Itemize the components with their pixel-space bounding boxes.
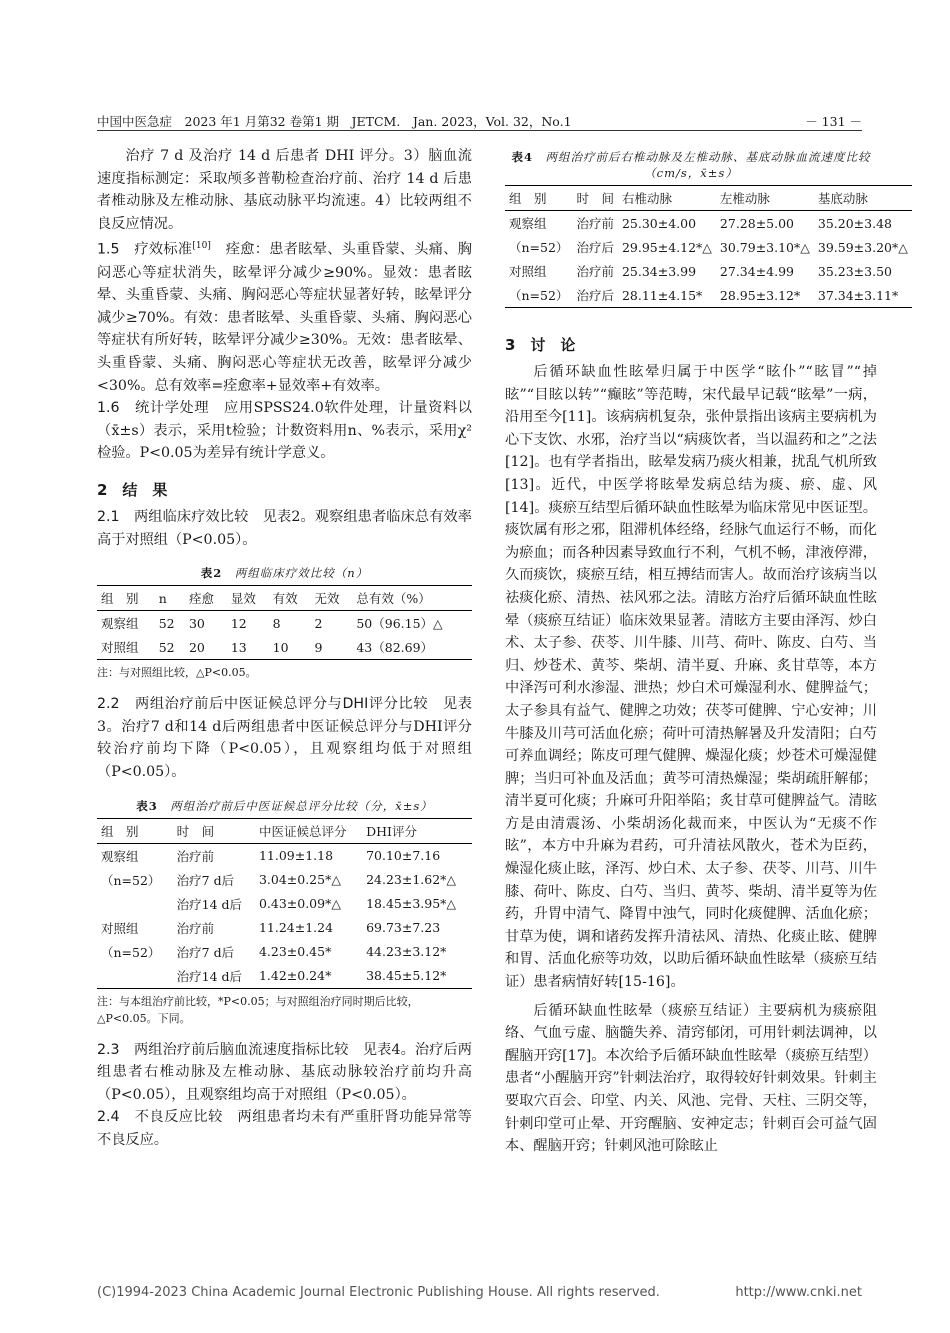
table-cell: 治疗14 d后	[173, 964, 255, 989]
table-cell: 38.45±5.12*	[362, 964, 472, 989]
table-cell: 39.59±3.20*△	[817, 239, 908, 255]
table-cell: 11.24±1.24	[258, 920, 334, 936]
table-4-caption	[505, 149, 877, 181]
table-header-cell: 组 别	[97, 818, 173, 843]
table-cell: 治疗前	[576, 216, 614, 231]
table-cell: 12	[230, 615, 247, 631]
table-cell: 11.09±1.18	[258, 848, 334, 864]
section-3-heading: 3 讨 论	[505, 336, 576, 354]
table-cell: 37.34±3.11*	[814, 283, 912, 308]
table-row	[505, 211, 912, 236]
table-cell: 0.43±0.09*△	[258, 896, 341, 912]
table-cell: 对照组	[509, 264, 547, 279]
table-cell: 50（96.15）△	[356, 616, 443, 632]
table-header-cell: 时 间	[173, 818, 255, 843]
table-4-title: 两组治疗前后右椎动脉及左椎动脉、基底动脉血流速度比较（cm/s，x̄±s）	[533, 150, 871, 180]
table-cell: 观察组	[509, 216, 547, 231]
table-header-cell: 组 别	[97, 586, 155, 611]
table-cell: 治疗后	[576, 240, 614, 255]
table-cell: 观察组	[101, 616, 139, 632]
section-1-5-body: 痊愈：患者眩晕、头重昏蒙、头痛、胸闷恶心等症状消失，眩晕评分减少≥90%。显效：患者眩晕、头重昏蒙、头痛、胸闷恶心等症状显著好转，眩晕评分减少≥70%。有效：患者眩晕、头重昏蒙、头痛、胸闷恶心等症状有所好转，眩晕评分减少≥30%。无效：患者眩晕、头重昏蒙、头痛、胸闷恶心等症状无改善，眩晕评分减少<30%。总有效率=痊愈率+显效率+有效率。	[97, 242, 472, 394]
table-cell: 3.04±0.25*△	[258, 872, 341, 888]
table-2-note: 注：与对照组比较，△P<0.05。	[97, 666, 257, 680]
table-header-cell: 中医证候总评分	[255, 818, 362, 843]
table-cell: 治疗前	[176, 848, 215, 864]
section-2-4-title: 2.4 不良反应比较	[97, 1109, 223, 1126]
table-row	[97, 940, 472, 964]
table-cell: 27.34±4.99	[719, 263, 795, 279]
table-cell: 9	[311, 635, 353, 660]
table-cell: （n=52）	[505, 283, 572, 308]
table-cell: 30.79±3.10*△	[719, 239, 810, 255]
table-cell: （n=52）	[101, 944, 161, 960]
citation-ref: [10]	[192, 241, 211, 252]
section-1-6	[97, 397, 472, 465]
table-cell: （n=52）	[101, 872, 161, 888]
table-3-title: 两组治疗前后中医证候总评分比较（分，x̄±s）	[157, 798, 433, 813]
table-row	[97, 892, 472, 916]
table-row	[505, 259, 912, 283]
table-cell	[97, 964, 173, 989]
table-cell: 25.34±3.99	[621, 263, 697, 279]
table-header-row	[505, 186, 912, 211]
table-cell: 24.23±1.62*△	[366, 872, 457, 888]
section-2-4-body: 两组患者均未有严重肝肾功能异常等不良反应。	[97, 1109, 472, 1148]
table-header-cell: 无效	[311, 586, 353, 611]
table-row	[505, 235, 912, 259]
table-row	[97, 964, 472, 989]
discussion-paragraph-1: 后循环缺血性眩晕归属于中医学“眩仆”“眩冒”“掉眩”“目眩以转”“癫眩”等范畴，宋代最早记载“眩晕”一病，沿用至今[11]。该病病机复杂，张仲景指出该病主要病机为心下支饮、水邪，治疗当以“病痰饮者，当以温药和之”之法[12]。也有学者指出，眩晕发病乃痰火相兼，扰乱气机所致[13]。近代，中医学将眩晕发病总结为痰、瘀、虚、风[14]。痰瘀互结型后循环缺血性眩晕为临床常见中医证型。痰饮属有形之邪，阻滞机体经络，经脉气血运行不畅，而化为瘀血；而各种因素导致血行不利，气机不畅，津液停滞，久而痰饮，痰瘀互结，相互搏结而害人。故而治疗该病当以祛痰化瘀、清热、祛风邪之法。清眩方治疗后循环缺血性眩晕（痰瘀互结证）临床效果显著。清眩方主要由泽泻、炒白术、太子参、茯苓、川牛膝、川芎、荷叶、陈皮、白芍、当归、炒苍术、黄芩、柴胡、清半夏、升麻、炙甘草等，本方中泽泻可利水渗湿、泄热；炒白术可燥湿利水、健脾益气；太子参具有益气、健脾之功效；茯苓可健脾、宁心安神；川牛膝及川芎可活血化瘀；荷叶可清热解暑及升发清阳；白芍可养血调经；陈皮可理气健脾、燥湿化痰；炒苍术可燥湿健脾；当归可补血及活血；黄芩可清热燥湿；柴胡疏肝解郁；清半夏可化痰；升麻可升阳举陷；炙甘草可健脾益气。清眩方是由清震汤、小柴胡汤化裁而来，中医认为“无痰不作眩”，本方中升麻为君药，可升清祛风散火，苍术为臣药，燥湿化痰止眩，泽泻、炒白术、太子参、茯苓、川芎、川牛膝、荷叶、陈皮、白芍、当归、黄芩、柴胡、清半夏等为佐药，升胃中清气、降胃中浊气，同时化痰健脾、活血化瘀；甘草为使，调和诸药发挥升清祛风、清热、化痰止眩、健脾和胃、活血化瘀等功效，以助后循环缺血性眩晕（痰瘀互结证）患者病情好转[15-16]。	[505, 364, 877, 991]
section-2-3-body: 见表4。治疗后两组患者右椎动脉及左椎动脉、基底动脉较治疗前均升高（P<0.05），且观察组均高于对照组（P<0.05）。	[97, 1041, 472, 1103]
left-column	[97, 145, 472, 1152]
table-cell: 44.23±3.12*	[366, 944, 447, 960]
section-2-1-title: 2.1 两组临床疗效比较	[97, 509, 249, 526]
table-3-caption	[97, 798, 472, 814]
table-cell: 43（82.69）	[352, 635, 472, 660]
table-cell: 13	[227, 635, 269, 660]
table-header-cell: 时 间	[572, 186, 618, 211]
table-3-number: 表3	[136, 798, 158, 813]
table-cell: 1.42±0.24*	[255, 964, 362, 989]
section-2-2	[97, 693, 472, 783]
cnki-link[interactable]: http://www.cnki.net	[735, 1285, 862, 1300]
table-header-row	[97, 586, 472, 611]
section-2-3	[97, 1039, 472, 1107]
section-2-1-body: 见表2。观察组患者临床总有效率高于对照组（P<0.05）。	[97, 509, 472, 548]
table-cell: 52	[155, 635, 185, 660]
table-header-cell: 左椎动脉	[716, 186, 814, 211]
section-2-4	[97, 1106, 472, 1151]
table-2-title: 两组临床疗效比较（n）	[222, 566, 369, 581]
table-row	[97, 611, 472, 636]
section-1-6-title: 1.6 统计学处理	[97, 400, 210, 417]
section-2-3-title: 2.3 两组治疗前后脑血流速度指标比较	[97, 1041, 349, 1058]
table-cell: 治疗前	[576, 264, 614, 279]
table-cell: 69.73±7.23	[366, 920, 441, 936]
header-rule	[97, 130, 862, 131]
table-cell: 治疗7 d后	[176, 944, 235, 960]
table-row	[97, 843, 472, 868]
table-4	[505, 185, 912, 308]
right-column	[505, 145, 908, 1158]
table-cell: 70.10±7.16	[366, 848, 441, 864]
table-row	[505, 283, 912, 308]
table-cell: 20	[185, 635, 227, 660]
table-cell: 对照组	[97, 635, 155, 660]
section-2-1	[97, 506, 472, 551]
table-cell: 2	[314, 615, 323, 631]
table-2-caption	[97, 565, 472, 581]
running-header	[97, 110, 862, 132]
table-header-cell: DHI评分	[362, 818, 472, 843]
table-cell: 30	[188, 615, 205, 631]
table-cell: 28.11±4.15*	[618, 283, 716, 308]
table-cell	[97, 892, 173, 916]
section-2-2-title: 2.2 两组治疗前后中医证候总评分与DHI评分比较	[97, 696, 429, 713]
section-1-5-title: 1.5 疗效标准	[97, 242, 193, 259]
table-cell: 35.23±3.50	[817, 263, 892, 279]
section-2-2-body: 见表3。治疗7 d和14 d后两组患者中医证候总评分与DHI评分较治疗前均下降（P<0.05），且观察组均低于对照组（P<0.05）。	[97, 696, 472, 781]
table-header-row	[97, 818, 472, 843]
table-cell: 4.23±0.45*	[258, 944, 332, 960]
paragraph-methods-end: 治疗 7 d 及治疗 14 d 后患者 DHI 评分。3）脑血流速度指标测定：采取颅多普勒检查治疗前、治疗 14 d 后患者椎动脉及左椎动脉、基底动脉平均流速。4）比较两组不良反应情况。	[97, 148, 472, 232]
table-cell: 52	[158, 615, 175, 631]
table-cell: 28.95±3.12*	[716, 283, 814, 308]
page-number: － 131 －	[805, 114, 862, 129]
table-cell: 治疗后	[572, 283, 618, 308]
table-2	[97, 585, 472, 660]
table-cell: 25.30±4.00	[621, 215, 697, 231]
table-cell: 治疗前	[176, 920, 215, 936]
table-header-cell: 基底动脉	[814, 186, 912, 211]
discussion-paragraph-2: 后循环缺血性眩晕（痰瘀互结证）主要病机为痰瘀阻络、气血亏虚、脑髓失养、清窍郁闭，可用针刺法调神，以醒脑开窍[17]。本次给予后循环缺血性眩晕（痰瘀互结型）患者“小醒脑开窍”针刺法治疗，取得较好针刺效果。针刺主要取穴百会、印堂、内关、风池、完骨、天柱、三阴交等，针刺印堂可止晕、开窍醒脑、安神定志；针刺百会可益气固本、醒脑开窍；针刺风池可除眩止	[505, 1002, 877, 1155]
table-cell: 10	[269, 635, 311, 660]
table-header-cell: 右椎动脉	[618, 186, 716, 211]
section-1-6-body: 应用SPSS24.0软件处理，计量资料以（x̄±s）表示，采用t检验；计数资料用n、%表示，采用χ²检验。P<0.05为差异有统计学意义。	[97, 400, 472, 462]
table-row	[97, 635, 472, 660]
table-4-number: 表4	[511, 150, 533, 164]
table-cell: 27.28±5.00	[719, 215, 795, 231]
table-cell: 35.20±3.48	[817, 215, 892, 231]
table-cell: 18.45±3.95*△	[366, 896, 457, 912]
table-row	[97, 916, 472, 940]
table-header-cell: 痊愈	[185, 586, 227, 611]
journal-info: 中国中医急症 2023 年1 月第32 卷第1 期 JETCM. Jan. 2023，Vol. 32，No.1	[97, 114, 572, 129]
table-header-cell: 总有效（%）	[352, 586, 472, 611]
copyright-text: (C)1994-2023 China Academic Journal Electronic Publishing House. All rights reserved.	[97, 1285, 660, 1300]
table-cell: 治疗7 d后	[176, 872, 235, 888]
table-3-note: 注：与本组治疗前比较，*P<0.05；与对照组治疗同时期后比较，△P<0.05。下同。	[97, 994, 419, 1025]
table-cell: 治疗14 d后	[176, 896, 243, 912]
section-1-5	[97, 235, 472, 397]
table-cell: 29.95±4.12*△	[621, 239, 712, 255]
table-2-number: 表2	[200, 566, 223, 581]
section-2-heading: 2 结 果	[97, 481, 168, 500]
table-header-cell: n	[155, 586, 185, 611]
table-cell: （n=52）	[509, 240, 569, 255]
table-header-cell: 有效	[269, 586, 311, 611]
table-cell: 对照组	[101, 920, 139, 936]
table-row	[97, 868, 472, 892]
table-header-cell: 组 别	[505, 186, 572, 211]
table-cell: 观察组	[101, 848, 139, 864]
table-header-cell: 显效	[227, 586, 269, 611]
table-3	[97, 818, 472, 989]
table-cell: 8	[272, 615, 281, 631]
